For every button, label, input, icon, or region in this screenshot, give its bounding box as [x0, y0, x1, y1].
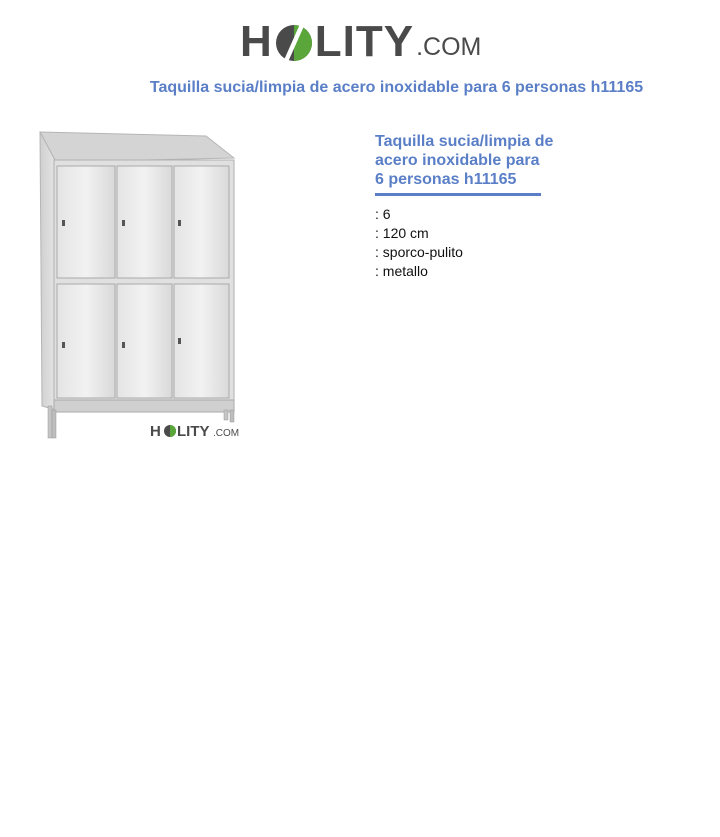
logo-text-left: H: [240, 17, 273, 66]
watermark-logo: [150, 423, 239, 440]
logo-suffix: .COM: [416, 33, 482, 61]
spec-item: : metallo: [375, 263, 428, 279]
spec-list: [375, 205, 463, 281]
product-title-line: 6 personas h11165: [375, 171, 517, 188]
stainless-steel-locker-image: [38, 128, 243, 443]
product-title: [375, 132, 565, 189]
product-title-line: acero inoxidable para: [375, 152, 540, 169]
spec-item: : 6: [375, 206, 391, 222]
holity-o-logo-icon: [274, 20, 314, 64]
holity-logo[interactable]: [240, 14, 481, 64]
title-underline: [375, 193, 541, 196]
svg-text:LITY: LITY: [177, 423, 210, 440]
svg-text:.COM: .COM: [213, 428, 240, 439]
svg-text:H: H: [150, 423, 161, 440]
page-title: Taquilla sucia/limpia de acero inoxidable para 6 personas h11165: [149, 79, 644, 96]
logo-text-right: LITY: [314, 17, 415, 66]
spec-item: : sporco-pulito: [375, 244, 463, 260]
product-title-line: Taquilla sucia/limpia de: [375, 133, 554, 150]
spec-item: : 120 cm: [375, 225, 429, 241]
